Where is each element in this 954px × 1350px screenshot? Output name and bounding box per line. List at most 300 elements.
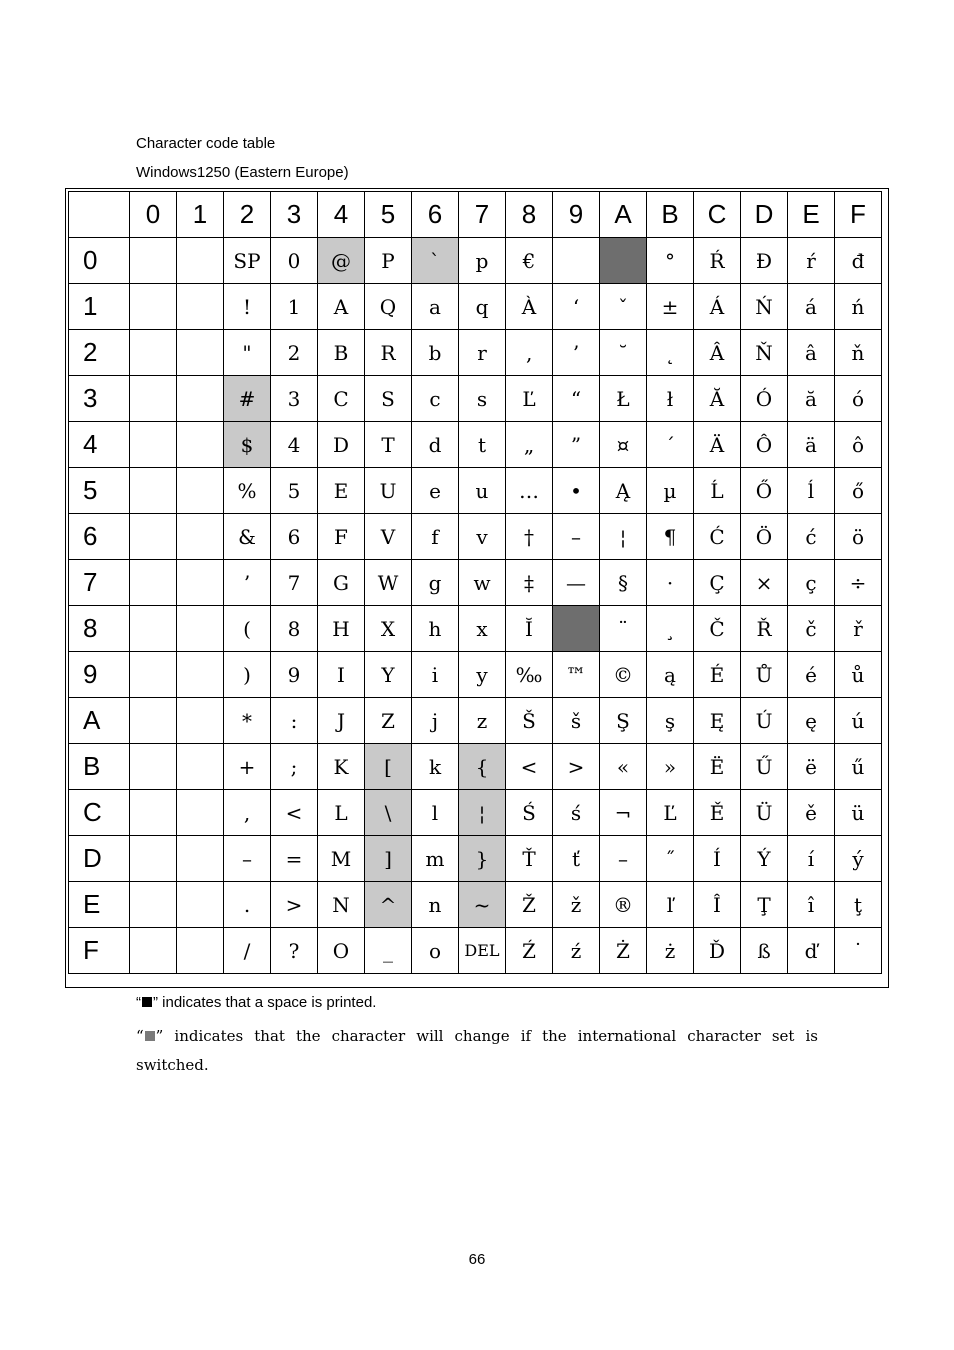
- char-cell: [130, 330, 177, 376]
- char-cell: [177, 468, 224, 514]
- char-cell: a: [412, 284, 459, 330]
- char-cell: ±: [647, 284, 694, 330]
- char-cell: [177, 376, 224, 422]
- char-cell: Á: [694, 284, 741, 330]
- char-cell: [130, 652, 177, 698]
- char-cell: ě: [788, 790, 835, 836]
- char-cell: [130, 468, 177, 514]
- char-cell: —: [553, 560, 600, 606]
- char-cell: Đ: [741, 238, 788, 284]
- char-cell: [177, 744, 224, 790]
- char-cell: ˙: [835, 928, 882, 974]
- column-header: F: [835, 192, 882, 238]
- char-cell: ˛: [647, 330, 694, 376]
- table-row: [69, 790, 882, 836]
- char-cell: {: [459, 744, 506, 790]
- char-cell: ×: [741, 560, 788, 606]
- char-cell: –: [224, 836, 271, 882]
- char-cell: n: [412, 882, 459, 928]
- char-cell: [130, 836, 177, 882]
- note-open-quote: “: [136, 994, 141, 1011]
- char-cell: €: [506, 238, 553, 284]
- char-cell: M: [318, 836, 365, 882]
- char-cell: Ô: [741, 422, 788, 468]
- char-cell: †: [506, 514, 553, 560]
- char-cell: t: [459, 422, 506, 468]
- char-cell: ¸: [647, 606, 694, 652]
- char-cell: @: [318, 238, 365, 284]
- row-header: 6: [69, 514, 130, 560]
- char-cell: [130, 882, 177, 928]
- char-cell: Â: [694, 330, 741, 376]
- char-cell: j: [412, 698, 459, 744]
- row-header: 8: [69, 606, 130, 652]
- column-header: 3: [271, 192, 318, 238]
- char-cell: 0: [271, 238, 318, 284]
- char-cell: ű: [835, 744, 882, 790]
- char-cell: Ý: [741, 836, 788, 882]
- char-cell: ľ: [647, 882, 694, 928]
- char-cell: d: [412, 422, 459, 468]
- char-cell: Ë: [694, 744, 741, 790]
- char-cell: }: [459, 836, 506, 882]
- char-cell: ©: [600, 652, 647, 698]
- char-cell: Ľ: [647, 790, 694, 836]
- row-header: 5: [69, 468, 130, 514]
- char-cell: Y: [365, 652, 412, 698]
- column-header: C: [694, 192, 741, 238]
- charset-change-note: [136, 1022, 818, 1080]
- char-cell: ž: [553, 882, 600, 928]
- char-cell: x: [459, 606, 506, 652]
- char-cell: _: [365, 928, 412, 974]
- char-cell: ˝: [647, 836, 694, 882]
- char-cell: í: [788, 836, 835, 882]
- column-header: 1: [177, 192, 224, 238]
- charset-change-note-text: ” indicates that the character will change if the international character set is switched.: [136, 1027, 818, 1074]
- char-cell: ‰: [506, 652, 553, 698]
- char-cell: ť: [553, 836, 600, 882]
- char-cell: L: [318, 790, 365, 836]
- char-cell: Ř: [741, 606, 788, 652]
- char-cell: ¬: [600, 790, 647, 836]
- char-cell: [130, 422, 177, 468]
- char-cell: N: [318, 882, 365, 928]
- char-cell: H: [318, 606, 365, 652]
- char-cell: ś: [553, 790, 600, 836]
- char-cell: â: [788, 330, 835, 376]
- char-cell: ¦: [459, 790, 506, 836]
- char-cell: [553, 238, 600, 284]
- char-cell: ü: [835, 790, 882, 836]
- char-cell: E: [318, 468, 365, 514]
- row-header: B: [69, 744, 130, 790]
- char-cell: B: [318, 330, 365, 376]
- char-cell: ż: [647, 928, 694, 974]
- char-cell: Ě: [694, 790, 741, 836]
- char-cell: ą: [647, 652, 694, 698]
- char-cell: «: [600, 744, 647, 790]
- table-row: [69, 652, 882, 698]
- char-cell: î: [788, 882, 835, 928]
- char-cell: U: [365, 468, 412, 514]
- char-cell: ’: [553, 330, 600, 376]
- char-cell: ŕ: [788, 238, 835, 284]
- char-cell: –: [553, 514, 600, 560]
- char-cell: ”: [553, 422, 600, 468]
- char-cell: đ: [835, 238, 882, 284]
- char-cell: i: [412, 652, 459, 698]
- table-row: [69, 238, 882, 284]
- char-cell: Ć: [694, 514, 741, 560]
- char-cell: G: [318, 560, 365, 606]
- char-cell: š: [553, 698, 600, 744]
- char-cell: $: [224, 422, 271, 468]
- char-cell: ´: [647, 422, 694, 468]
- char-cell: ń: [835, 284, 882, 330]
- char-cell: Ç: [694, 560, 741, 606]
- char-cell: SP: [224, 238, 271, 284]
- char-cell: Ö: [741, 514, 788, 560]
- char-cell: ·: [647, 560, 694, 606]
- table-row: [69, 698, 882, 744]
- row-header: 0: [69, 238, 130, 284]
- code-table-frame: [65, 188, 889, 988]
- char-cell: “: [553, 376, 600, 422]
- char-cell: \: [365, 790, 412, 836]
- char-cell: Ą: [600, 468, 647, 514]
- table-row: [69, 330, 882, 376]
- char-cell: o: [412, 928, 459, 974]
- char-cell: [177, 514, 224, 560]
- char-cell: ů: [835, 652, 882, 698]
- char-cell: Ú: [741, 698, 788, 744]
- char-cell: –: [600, 836, 647, 882]
- table-subtitle: Windows1250 (Eastern Europe): [136, 164, 349, 181]
- table-row: [69, 560, 882, 606]
- char-cell: É: [694, 652, 741, 698]
- char-cell: ‡: [506, 560, 553, 606]
- char-cell: Ő: [741, 468, 788, 514]
- char-cell: I: [318, 652, 365, 698]
- char-cell: `: [412, 238, 459, 284]
- char-cell: C: [318, 376, 365, 422]
- char-cell: S: [365, 376, 412, 422]
- column-header: D: [741, 192, 788, 238]
- char-cell: X: [365, 606, 412, 652]
- row-header: D: [69, 836, 130, 882]
- char-cell: Š: [506, 698, 553, 744]
- row-header: 7: [69, 560, 130, 606]
- char-cell: Ň: [741, 330, 788, 376]
- char-cell: 5: [271, 468, 318, 514]
- char-cell: Č: [694, 606, 741, 652]
- char-cell: b: [412, 330, 459, 376]
- char-cell: k: [412, 744, 459, 790]
- char-cell: <: [271, 790, 318, 836]
- char-cell: „: [506, 422, 553, 468]
- char-cell: m: [412, 836, 459, 882]
- char-cell: á: [788, 284, 835, 330]
- column-header: 7: [459, 192, 506, 238]
- char-cell: s: [459, 376, 506, 422]
- char-cell: R: [365, 330, 412, 376]
- char-cell: (: [224, 606, 271, 652]
- char-cell: !: [224, 284, 271, 330]
- char-cell: ~: [459, 882, 506, 928]
- char-cell: Ţ: [741, 882, 788, 928]
- char-cell: 7: [271, 560, 318, 606]
- char-cell: ,: [224, 790, 271, 836]
- black-square-icon: [142, 997, 152, 1007]
- char-cell: #: [224, 376, 271, 422]
- column-header: 4: [318, 192, 365, 238]
- char-cell: [130, 514, 177, 560]
- char-cell: Ł: [600, 376, 647, 422]
- row-header: 3: [69, 376, 130, 422]
- char-cell: Ó: [741, 376, 788, 422]
- char-cell: Ľ: [506, 376, 553, 422]
- column-header: 0: [130, 192, 177, 238]
- char-cell: ř: [835, 606, 882, 652]
- char-cell: À: [506, 284, 553, 330]
- char-cell: Ş: [600, 698, 647, 744]
- space-note: [136, 994, 376, 1011]
- column-header: 5: [365, 192, 412, 238]
- column-header: A: [600, 192, 647, 238]
- corner-cell: [69, 192, 130, 238]
- char-cell: §: [600, 560, 647, 606]
- char-cell: u: [459, 468, 506, 514]
- table-row: [69, 928, 882, 974]
- char-cell: č: [788, 606, 835, 652]
- table-row: [69, 514, 882, 560]
- table-row: [69, 422, 882, 468]
- char-cell: v: [459, 514, 506, 560]
- character-code-table: [68, 191, 882, 974]
- char-cell: h: [412, 606, 459, 652]
- char-cell: <: [506, 744, 553, 790]
- char-cell: 6: [271, 514, 318, 560]
- char-cell: Ă: [694, 376, 741, 422]
- char-cell: Ĭ: [506, 606, 553, 652]
- char-cell: ő: [835, 468, 882, 514]
- char-cell: ]: [365, 836, 412, 882]
- char-cell: K: [318, 744, 365, 790]
- char-cell: ¶: [647, 514, 694, 560]
- char-cell: l: [412, 790, 459, 836]
- char-cell: [130, 698, 177, 744]
- char-cell: V: [365, 514, 412, 560]
- char-cell: Ź: [506, 928, 553, 974]
- char-cell: 9: [271, 652, 318, 698]
- char-cell: [177, 422, 224, 468]
- char-cell: ö: [835, 514, 882, 560]
- char-cell: >: [553, 744, 600, 790]
- char-cell: Ę: [694, 698, 741, 744]
- char-cell: Ż: [600, 928, 647, 974]
- char-cell: [130, 744, 177, 790]
- char-cell: ’: [224, 560, 271, 606]
- char-cell: r: [459, 330, 506, 376]
- char-cell: [: [365, 744, 412, 790]
- char-cell: ë: [788, 744, 835, 790]
- char-cell: W: [365, 560, 412, 606]
- char-cell: ‘: [553, 284, 600, 330]
- char-cell: Ĺ: [694, 468, 741, 514]
- char-cell: ä: [788, 422, 835, 468]
- char-cell: y: [459, 652, 506, 698]
- char-cell: ): [224, 652, 271, 698]
- char-cell: [177, 928, 224, 974]
- char-cell: ł: [647, 376, 694, 422]
- char-cell: ă: [788, 376, 835, 422]
- row-header: 9: [69, 652, 130, 698]
- char-cell: =: [271, 836, 318, 882]
- char-cell: Ä: [694, 422, 741, 468]
- column-header: 2: [224, 192, 271, 238]
- char-cell: D: [318, 422, 365, 468]
- char-cell: [177, 238, 224, 284]
- char-cell: c: [412, 376, 459, 422]
- char-cell: T: [365, 422, 412, 468]
- char-cell: ď: [788, 928, 835, 974]
- note-open-quote: “: [136, 1027, 144, 1045]
- char-cell: °: [647, 238, 694, 284]
- char-cell: ú: [835, 698, 882, 744]
- char-cell: [177, 790, 224, 836]
- char-cell: [177, 560, 224, 606]
- char-cell: [177, 284, 224, 330]
- char-cell: Ń: [741, 284, 788, 330]
- char-cell: .: [224, 882, 271, 928]
- char-cell: p: [459, 238, 506, 284]
- char-cell: ĺ: [788, 468, 835, 514]
- table-row: [69, 284, 882, 330]
- char-cell: ź: [553, 928, 600, 974]
- char-cell: ?: [271, 928, 318, 974]
- char-cell: ç: [788, 560, 835, 606]
- char-cell: [130, 928, 177, 974]
- char-cell: P: [365, 238, 412, 284]
- char-cell: ®: [600, 882, 647, 928]
- char-cell: ę: [788, 698, 835, 744]
- char-cell: ;: [271, 744, 318, 790]
- column-header: 8: [506, 192, 553, 238]
- char-cell: [177, 882, 224, 928]
- char-cell: [130, 606, 177, 652]
- char-cell: ć: [788, 514, 835, 560]
- char-cell: +: [224, 744, 271, 790]
- char-cell: Ď: [694, 928, 741, 974]
- char-cell: 8: [271, 606, 318, 652]
- char-cell: %: [224, 468, 271, 514]
- char-cell: ß: [741, 928, 788, 974]
- table-title: Character code table: [136, 135, 276, 152]
- char-cell: z: [459, 698, 506, 744]
- space-note-text: ” indicates that a space is printed.: [153, 994, 377, 1011]
- char-cell: ţ: [835, 882, 882, 928]
- table-row: [69, 468, 882, 514]
- char-cell: J: [318, 698, 365, 744]
- char-cell: Ŕ: [694, 238, 741, 284]
- row-header: 1: [69, 284, 130, 330]
- gray-square-icon: [145, 1031, 155, 1041]
- char-cell: :: [271, 698, 318, 744]
- char-cell: [177, 606, 224, 652]
- char-cell: [177, 652, 224, 698]
- page-number: 66: [468, 1251, 486, 1268]
- char-cell: F: [318, 514, 365, 560]
- char-cell: A: [318, 284, 365, 330]
- char-cell: é: [788, 652, 835, 698]
- char-cell: DEL: [459, 928, 506, 974]
- char-cell: &: [224, 514, 271, 560]
- char-cell: w: [459, 560, 506, 606]
- char-cell: [130, 376, 177, 422]
- char-cell: [130, 560, 177, 606]
- table-row: [69, 882, 882, 928]
- column-header: B: [647, 192, 694, 238]
- char-cell: ¨: [600, 606, 647, 652]
- char-cell: [177, 836, 224, 882]
- char-cell: Ü: [741, 790, 788, 836]
- char-cell: Ž: [506, 882, 553, 928]
- char-cell: µ: [647, 468, 694, 514]
- char-cell: 3: [271, 376, 318, 422]
- char-cell: *: [224, 698, 271, 744]
- char-cell: [130, 238, 177, 284]
- char-cell: [177, 330, 224, 376]
- char-cell: Ů: [741, 652, 788, 698]
- char-cell: [553, 606, 600, 652]
- char-cell: >: [271, 882, 318, 928]
- char-cell: ": [224, 330, 271, 376]
- char-cell: Ű: [741, 744, 788, 790]
- char-cell: 2: [271, 330, 318, 376]
- char-cell: [600, 238, 647, 284]
- row-header: 4: [69, 422, 130, 468]
- column-header: 9: [553, 192, 600, 238]
- char-cell: Z: [365, 698, 412, 744]
- char-cell: ş: [647, 698, 694, 744]
- char-cell: ^: [365, 882, 412, 928]
- row-header: C: [69, 790, 130, 836]
- char-cell: ‚: [506, 330, 553, 376]
- table-row: [69, 376, 882, 422]
- char-cell: Q: [365, 284, 412, 330]
- table-row: [69, 836, 882, 882]
- char-cell: 1: [271, 284, 318, 330]
- char-cell: /: [224, 928, 271, 974]
- char-cell: ÷: [835, 560, 882, 606]
- char-cell: 4: [271, 422, 318, 468]
- char-cell: ň: [835, 330, 882, 376]
- char-cell: e: [412, 468, 459, 514]
- char-cell: ý: [835, 836, 882, 882]
- char-cell: f: [412, 514, 459, 560]
- char-cell: ó: [835, 376, 882, 422]
- char-cell: »: [647, 744, 694, 790]
- table-row: [69, 744, 882, 790]
- char-cell: g: [412, 560, 459, 606]
- table-row: [69, 606, 882, 652]
- char-cell: …: [506, 468, 553, 514]
- char-cell: Ť: [506, 836, 553, 882]
- column-header: 6: [412, 192, 459, 238]
- char-cell: q: [459, 284, 506, 330]
- char-cell: [130, 790, 177, 836]
